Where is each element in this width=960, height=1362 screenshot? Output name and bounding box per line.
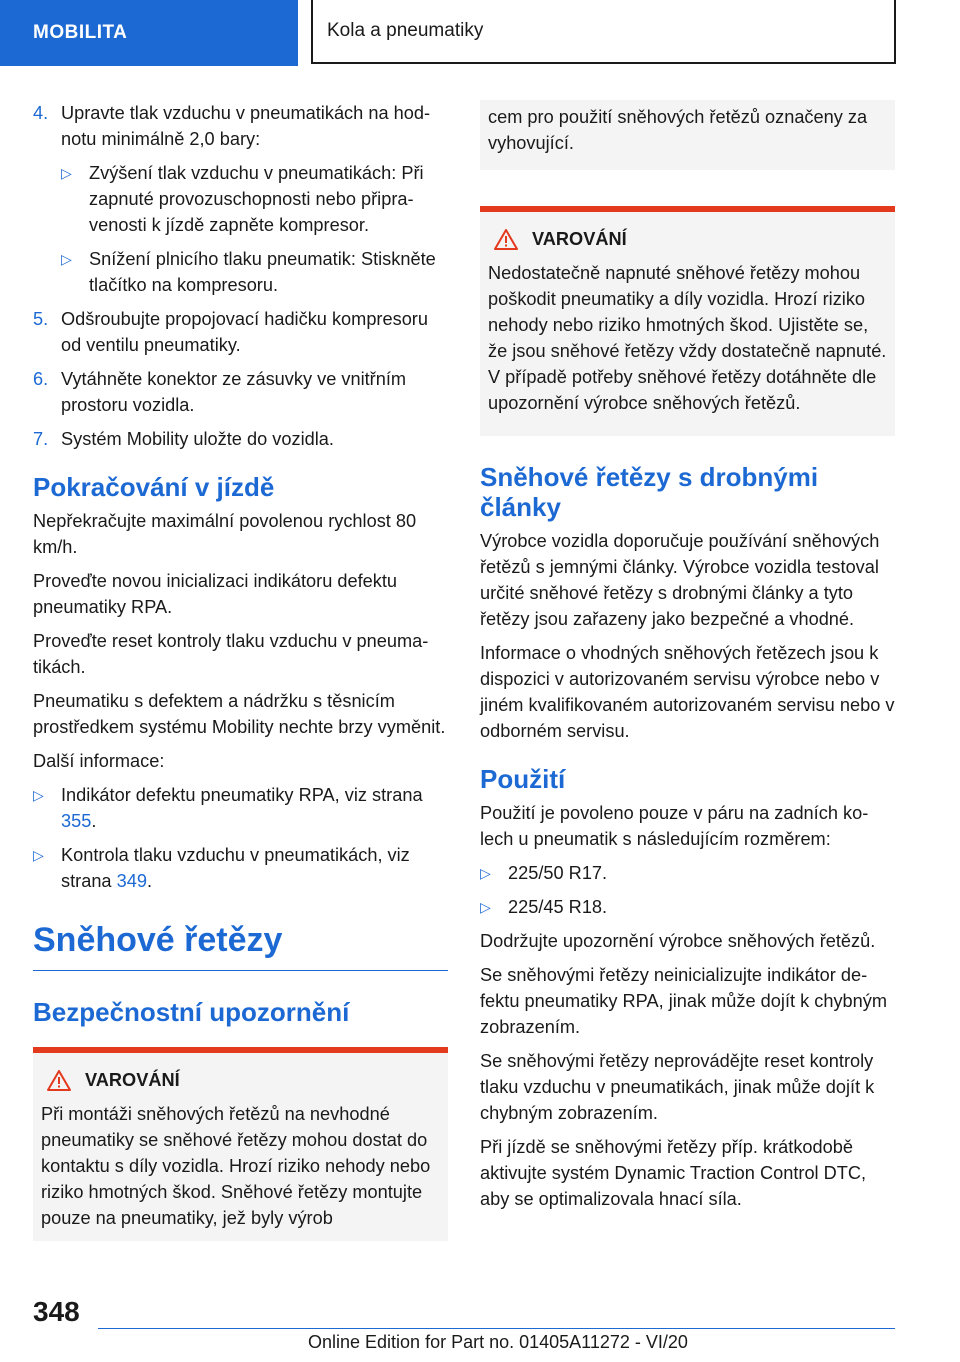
step-text: Odšroubujte propojovací hadičku kompresoru od ventilu pneumatiky. [61, 309, 428, 355]
sub-item [33, 160, 448, 238]
triangle-bullet-icon: ▷ [61, 251, 72, 267]
step-number: 4. [33, 103, 49, 123]
warning-title: VAROVÁNÍ [532, 229, 627, 249]
snow-chains-heading: Sněhové řetězy [33, 920, 448, 971]
size-item [480, 860, 895, 886]
triangle-bullet-icon: ▷ [33, 787, 44, 803]
triangle-bullet-icon: ▷ [61, 165, 72, 181]
paragraph: Pneumatiku s defektem a nádržku s těsnicím prostředkem systému Mobility nechte brzy vyměnit. [33, 691, 446, 737]
safety-heading: Bezpečnostní upozornění [33, 997, 350, 1027]
size-text: 225/50 R17. [508, 863, 608, 883]
page-header [0, 0, 960, 66]
paragraph: Dodržujte upozornění výrobce sněhových řetězů. [480, 931, 876, 951]
sub-item-text: Zvýšení tlak vzduchu v pneumatikách: Při zapnuté provozuschopnosti nebo připravenosti k jízdě zapněte kompresor. [89, 163, 424, 235]
step-item [33, 426, 448, 452]
step-item [33, 366, 448, 418]
paragraph: Proveďte novou inicializaci indikátoru defektu pneumatiky RPA. [33, 571, 398, 617]
size-text: 225/45 R18. [508, 897, 608, 917]
paragraph: Se sněhovými řetězy neprovádějte reset kontroly tlaku vzduchu v pneumatikách, jinak může dojít k chybným zobrazením. [480, 1051, 875, 1123]
step-number: 7. [33, 429, 49, 449]
step-item [33, 306, 448, 358]
reference-text: Kontrola tlaku vzduchu v pneumatikách, viz strana [61, 845, 410, 891]
chapter-title: Kola a pneumatiky [311, 0, 896, 64]
reference-text: Indikátor defektu pneumatiky RPA, viz strana [61, 785, 423, 805]
step-number: 6. [33, 369, 49, 389]
page-link[interactable]: 349 [116, 871, 147, 891]
step-text: Upravte tlak vzduchu v pneumatikách na hodnotu minimálně 2,0 bary: [61, 103, 431, 149]
sub-item [33, 246, 448, 298]
triangle-bullet-icon: ▷ [480, 865, 491, 881]
warning-box [33, 1047, 448, 1241]
fine-chains-heading: Sněhové řetězy s drobnými články [480, 462, 819, 522]
section-title: MOBILITA [0, 0, 298, 66]
paragraph: Výrobce vozidla doporučuje používání sněhových řetězů s jemnými články. Výrobce vozidla testoval určité sněhové řetězy s drobnými články a tyto řetězy jsou zařazeny jako bezpečné a vhodné. [480, 531, 880, 629]
paragraph: Se sněhovými řetězy neinicializujte indikátor defektu pneumatiky RPA, jinak může dojít k chybným zobrazením. [480, 965, 888, 1037]
reference-item: ▷ Indikátor defektu pneumatiky RPA, viz strana 355. [33, 782, 448, 834]
warning-text: Při montáži sněhových řetězů na nevhodné pneumatiky se sněhové řetězy mohou dostat do kontaktu s díly vozidla. Hrozí riziko nehody nebo riziko hmotných škod. Sněhové řetězy montujte pouze na pneumatiky, jež byly výrob [41, 1104, 431, 1228]
warning-text: Nedostatečně napnuté sněhové řetězy mohou poškodit pneumatiky a díly vozidla. Hrozí riziko nehody nebo riziko hmotných škod. Ujistěte se, že jsou sněhové řetězy vždy dostatečně napnuté. V případě potřeby sněhové řetězy dotáhněte dle upozornění výrobce sněhových řetězů. [488, 263, 887, 413]
warning-triangle-icon [494, 229, 518, 250]
warning-box-continued [480, 100, 895, 170]
continue-heading: Pokračování v jízdě [33, 472, 275, 502]
paragraph: Další informace: [33, 751, 165, 771]
right-column [480, 100, 895, 1220]
size-item [480, 894, 895, 920]
paragraph: Informace o vhodných sněhových řetězech jsou k dispozici v autorizovaném servisu výrobce nebo v jiném kvalifikovaném autorizovaném servisu nebo v odborném servisu. [480, 643, 895, 741]
triangle-bullet-icon: ▷ [480, 899, 491, 915]
edition-text: Online Edition for Part no. 01405A11272 - VI/20 [308, 1332, 688, 1352]
reference-item: ▷ Kontrola tlaku vzduchu v pneumatikách, viz strana 349. [33, 842, 448, 894]
step-text: Vytáhněte konektor ze zásuvky ve vnitřním prostoru vozidla. [61, 369, 407, 415]
paragraph: Použití je povoleno pouze v páru na zadních kolech u pneumatik s následujícím rozměrem: [480, 803, 869, 849]
warning-title: VAROVÁNÍ [85, 1070, 180, 1090]
triangle-bullet-icon: ▷ [33, 847, 44, 863]
warning-triangle-icon [47, 1070, 71, 1091]
use-heading: Použití [480, 764, 566, 794]
step-item [33, 100, 448, 152]
warning-box [480, 206, 895, 436]
step-number: 5. [33, 309, 49, 329]
paragraph: Při jízdě se sněhovými řetězy příp. krátkodobě aktivujte systém Dynamic Traction Control DTC, aby se optimalizovala hnací síla. [480, 1137, 867, 1209]
sub-item-text: Snížení plnicího tlaku pneumatik: Stiskněte tlačítko na kompresoru. [89, 249, 436, 295]
page-link[interactable]: 355 [61, 811, 92, 831]
paragraph: Nepřekračujte maximální povolenou rychlost 80 km/h. [33, 511, 417, 557]
page-number: 348 [33, 1296, 80, 1327]
left-column [33, 100, 448, 1241]
step-text: Systém Mobility uložte do vozidla. [61, 429, 334, 449]
warning-text: cem pro použití sněhových řetězů označeny za vyhovující. [488, 107, 868, 153]
paragraph: Proveďte reset kontroly tlaku vzduchu v pneumatikách. [33, 631, 429, 677]
footer-divider [98, 1328, 895, 1329]
